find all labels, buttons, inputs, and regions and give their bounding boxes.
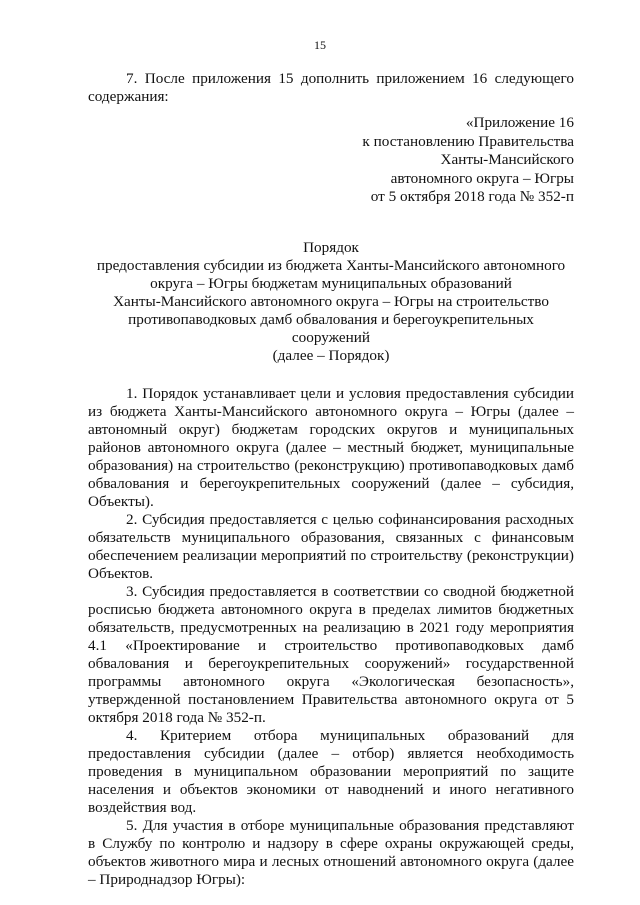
subtitle-line: (далее – Порядок) xyxy=(272,346,390,364)
appendix-line: «Приложение 16 xyxy=(465,114,574,131)
appendix-line: автономного округа – Югры xyxy=(390,169,574,187)
document-title-block xyxy=(88,239,574,365)
subtitle-line: противопаводковых дамб обвалования и берегоукрепительных сооружений xyxy=(128,310,534,346)
document-title: Порядок xyxy=(303,238,359,256)
appendix-header xyxy=(88,114,574,207)
paragraph-5: 5. Для участия в отборе муниципальные образования представляют в Службу по контролю и надзору в сфере охраны окружающей среды, объектов животного мира и лесных отношений автономного округа (далее – Природнадзор Югры): xyxy=(88,816,574,888)
page-number: 15 xyxy=(314,38,326,52)
paragraph-1: 1. Порядок устанавливает цели и условия предоставления субсидии из бюджета Ханты-Мансийского автономного округа – Югры (далее – автономный округ) бюджетам городских округов и муниципальных районов автономного округа (далее – местный бюджет, муниципальные образования) на строительство (реконструкцию) противопаводковых дамб обвалования и берегоукрепительных сооружений (далее – субсидия, Объекты). xyxy=(88,384,574,510)
paragraph-4: 4. Критерием отбора муниципальных образований для предоставления субсидии (далее – отбор) является необходимость проведения в муниципальном образовании мероприятий по защите населения и объектов экономики от наводнений и иного негативного воздействия вод. xyxy=(88,726,574,816)
appendix-line: от 5 октября 2018 года № 352-п xyxy=(370,188,574,205)
appendix-line: Ханты-Мансийского xyxy=(440,151,574,168)
subtitle-line: предоставления субсидии из бюджета Ханты-Мансийского автономного xyxy=(96,256,566,274)
subtitle-line: округа – Югры бюджетам муниципальных образований xyxy=(150,274,512,292)
document-body xyxy=(88,70,574,889)
paragraph-3: 3. Субсидия предоставляется в соответствии со сводной бюджетной росписью бюджета автономного округа в пределах лимитов бюджетных обязательств, предусмотренных на реализацию в 2021 году мероприятия 4.1 «Проектирование и строительство противопаводковых дамб обвалования и берегоукрепительных сооружений» государственной программы автономного округа «Экологическая безопасность», утвержденной постановлением Правительства автономного округа от 5 октября 2018 года № 352-п. xyxy=(88,582,574,726)
appendix-line: к постановлению Правительства xyxy=(362,132,574,150)
paragraph-2: 2. Субсидия предоставляется с целью софинансирования расходных обязательств муниципального образования, связанных с финансовым обеспечением реализации мероприятий по строительству (реконструкции) Объектов. xyxy=(88,510,574,582)
intro-paragraph: 7. После приложения 15 дополнить приложением 16 следующего содержания: xyxy=(88,70,574,105)
subtitle-line: Ханты-Мансийского автономного округа – Югры на строительство xyxy=(113,292,549,310)
